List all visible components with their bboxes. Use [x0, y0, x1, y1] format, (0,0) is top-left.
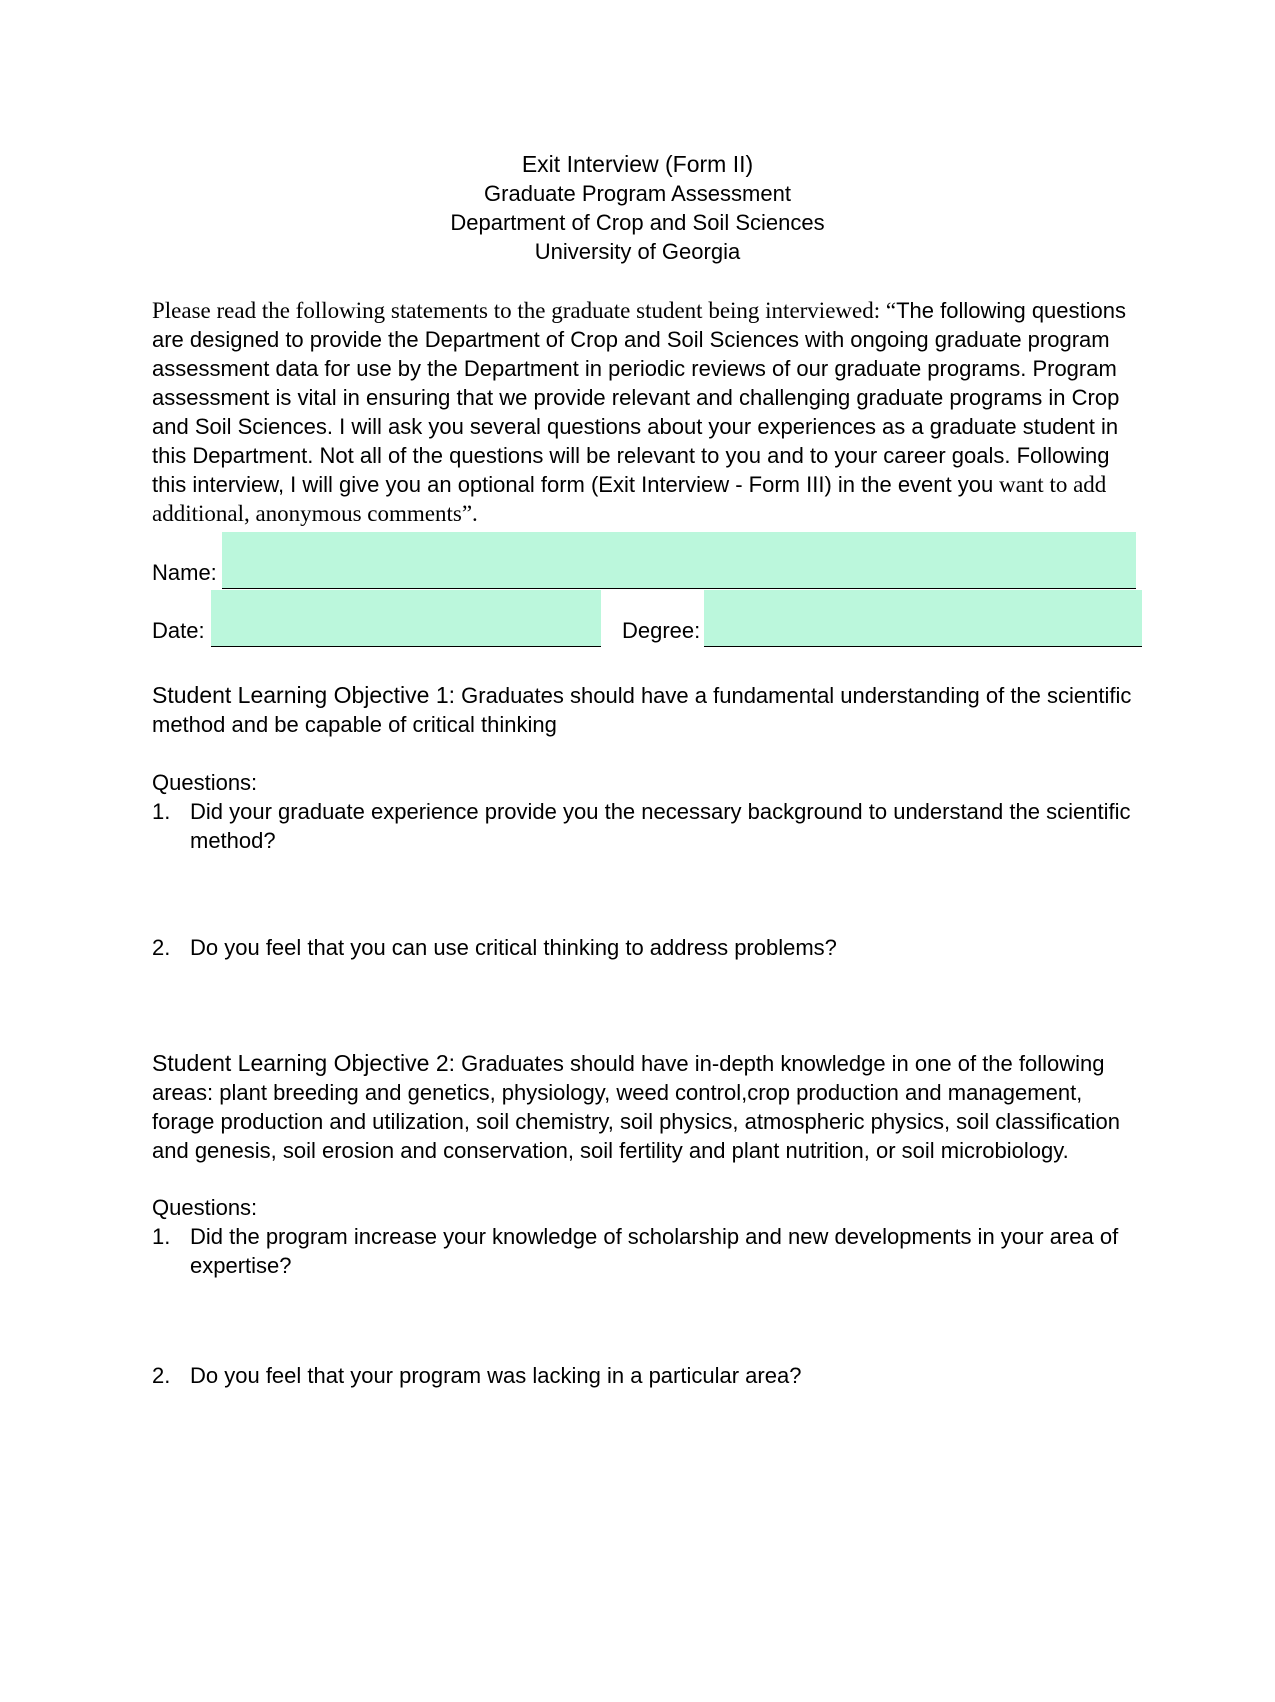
question-number: 2. [152, 1363, 171, 1388]
objective-1-text: Graduates should have a fundamental understanding of the scientific method and be capable of critical thinking [152, 683, 1132, 737]
question-text: Do you feel that your program was lacking in a particular area? [190, 1363, 802, 1388]
date-input[interactable] [211, 590, 601, 646]
form-title: Exit Interview (Form II) [521, 151, 754, 177]
question-text: Do you feel that you can use critical thinking to address problems? [190, 935, 837, 960]
date-label: Date: [152, 618, 205, 643]
question-text: Did the program increase your knowledge of scholarship and new developments in your area of expertise? [190, 1224, 1119, 1278]
objective-1-label: Student Learning Objective 1: [152, 682, 456, 708]
question-number: 2. [152, 935, 171, 960]
objective-2-label: Student Learning Objective 2: [152, 1050, 456, 1076]
question-number: 1. [152, 1224, 171, 1249]
objective-2-questions-heading: Questions: [152, 1195, 258, 1220]
form-subtitle: Graduate Program Assessment [484, 181, 791, 206]
question-text: Did your graduate experience provide you the necessary background to understand the scientific method? [190, 799, 1131, 853]
objective-2 [152, 1049, 1142, 1165]
department-name: Department of Crop and Soil Sciences [450, 210, 825, 235]
date-degree-row [152, 590, 1142, 650]
date-field-box [211, 590, 601, 647]
document-header [0, 150, 1275, 266]
name-row [152, 532, 1142, 592]
name-field-box [222, 532, 1136, 589]
objective-2-text: Graduates should have in-depth knowledge in one of the following areas: plant breeding and genetics, physiology, weed control,crop production and management, forage production and utilization, soil chemistry, soil physics, atmospheric physics, soil classification and genesis, soil erosion and conservation, soil fertility and plant nutrition, or soil microbiology. [152, 1051, 1121, 1163]
name-label: Name: [152, 560, 217, 585]
objective-1 [152, 681, 1142, 739]
name-input[interactable] [222, 532, 1136, 588]
degree-label: Degree: [622, 618, 701, 643]
intro-body: The following questions are designed to provide the Department of Crop and Soil Sciences with ongoing graduate program assessment data for use by the Department in periodic reviews of our graduate programs. Program assessment is vital in ensuring that we provide relevant and challenging graduate programs in Crop and Soil Sciences. I will ask you several questions about your experiences as a graduate student in this Department. Not all of the questions will be relevant to you and to your career goals. Following this interview, I will give you an optional form (Exit Interview - Form III) in the event you [152, 298, 1126, 497]
intro-paragraph [152, 296, 1142, 528]
degree-input[interactable] [704, 590, 1142, 646]
university-name: University of Georgia [534, 239, 741, 264]
objective-1-questions-heading: Questions: [152, 770, 258, 795]
intro-lead: Please read the following statements to the graduate student being interviewed: “ [152, 298, 897, 323]
degree-field-box [704, 590, 1142, 647]
question-number: 1. [152, 799, 171, 824]
intro-tail: want to add additional, anonymous comments”. [152, 472, 1107, 526]
